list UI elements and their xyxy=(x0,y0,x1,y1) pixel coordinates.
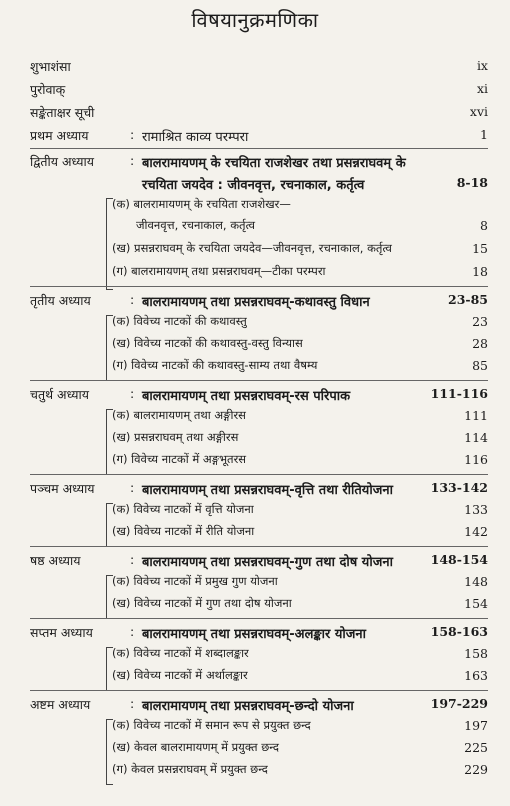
subsection: (क) विवेच्य नाटकों की कथावस्तु 23 xyxy=(112,314,488,329)
subsection: (ख) केवल बालरामायणम् में प्रयुक्त छन्द 225 xyxy=(112,740,488,755)
chapter-title: रामाश्रित काव्य परम्परा xyxy=(142,130,249,145)
chapter-pages: 148-154 xyxy=(430,552,488,567)
entry-label: शुभाशंसा xyxy=(30,59,71,74)
subsection: (ख) विवेच्य नाटकों की कथावस्तु-वस्तु विन्यास 28 xyxy=(112,336,488,351)
entry-label: सङ्केताक्षर सूची xyxy=(30,105,95,120)
subsection: (ख) प्रसन्नराघवम् तथा अङ्गीरस 114 xyxy=(112,430,488,445)
chapter-label: चतुर्थ अध्याय xyxy=(30,387,90,402)
chapter-pages: 111-116 xyxy=(430,386,488,401)
chapter-pages: 197-229 xyxy=(430,696,488,711)
entry-label: पुरोवाक् xyxy=(30,82,66,97)
subsection: (ख) विवेच्य नाटकों में अर्थालङ्कार 163 xyxy=(112,668,488,683)
subsection: (क) बालरामायणम् तथा अङ्गीरस 111 xyxy=(112,408,488,423)
chapter-label: सप्तम अध्याय xyxy=(30,625,93,640)
chapter-label: तृतीय अध्याय xyxy=(30,293,91,308)
divider xyxy=(30,380,488,381)
entry-page: xi xyxy=(476,81,488,96)
chapter-title: बालरामायणम् तथा प्रसन्नराघवम्-छन्दो योजना xyxy=(142,699,354,714)
entry-page: xvi xyxy=(469,104,488,119)
chapter-label: पञ्चम अध्याय xyxy=(30,481,95,496)
subsection: (क) बालरामायणम् के रचयिता राजशेखर— xyxy=(112,197,291,211)
subsection-cont: जीवनवृत्त, रचनाकाल, कर्तृत्व 8 xyxy=(136,218,488,233)
subsection: (क) विवेच्य नाटकों में प्रमुख गुण योजना 148 xyxy=(112,574,488,589)
chapter-label: द्वितीय अध्याय xyxy=(30,154,94,169)
divider xyxy=(30,618,488,619)
subsection: (ग) विवेच्य नाटकों में अङ्गभूतरस 116 xyxy=(112,452,488,467)
divider xyxy=(30,148,488,149)
page-title: विषयानुक्रमणिका xyxy=(191,8,319,32)
chapter-pages: 158-163 xyxy=(430,624,488,639)
chapter-pages: 23-85 xyxy=(448,292,488,307)
chapter-title: बालरामायणम् तथा प्रसन्नराघवम्-अलङ्कार योजना xyxy=(142,627,366,642)
divider xyxy=(30,690,488,691)
chapter-pages: 8-18 xyxy=(456,175,488,190)
subsection: (ग) केवल प्रसन्नराघवम् में प्रयुक्त छन्द 229 xyxy=(112,762,488,777)
subsection: (ग) बालरामायणम् तथा प्रसन्नराघवम्—टीका परम्परा 18 xyxy=(112,264,488,279)
entry-page: ix xyxy=(476,58,488,73)
chapter-title: बालरामायणम् के रचयिता राजशेखर तथा प्रसन्नराघवम् के xyxy=(142,156,406,171)
chapter-pages: 1 xyxy=(480,127,488,142)
subsection: (क) विवेच्य नाटकों में वृत्ति योजना 133 xyxy=(112,502,488,517)
subsection: (क) विवेच्य नाटकों में शब्दालङ्कार 158 xyxy=(112,646,488,661)
chapter-title-cont: रचयिता जयदेव : जीवनवृत्त, रचनाकाल, कर्तृत्व xyxy=(142,178,365,193)
divider xyxy=(30,546,488,547)
subsection: (क) विवेच्य नाटकों में समान रूप से प्रयुक्त छन्द 197 xyxy=(112,718,488,733)
toc-page: विषयानुक्रमणिका शुभाशंसा ix पुरोवाक् xi सङ्केताक्षर सूची xvi प्रथम अध्याय : रामाश्रित काव्य परम्परा 1 द्वितीय अध्याय : बालरामायणम् के रचयिता राजशेखर तथा प्रसन्नराघवम् के रचयिता जयदेव : जीवनवृत्त, रचनाकाल, कर्तृत्व 8-18 (क) बालरामायणम् के रचयिता राजशेखर— जीवनवृत्त, रचनाकाल, कर्तृत्व 8 (ख) प्रसन्नराघवम् के रचयिता जयदेव—जीवनवृत्त, रचनाकाल, कर्तृत्व 15 (ग) बालरामायणम् तथा प्रसन्नराघवम्—टीका परम्परा 18 तृतीय अध्याय : बालरामायणम् तथा प्रसन्नराघवम्-कथावस्तु विधान 23-85 (क) विवेच्य नाटकों की कथावस्तु 23 (ख) विवेच्य नाटकों की कथावस्तु-वस्तु विन्यास 28 (ग) विवेच्य नाटकों की कथावस्तु-साम्य तथा वैषम्य 85 चतुर्थ अध्याय : बालरामायणम् तथा प्रसन्नराघवम्-रस परिपाक 111-116 (क) बालरामायणम् तथा अङ्गीरस 111 (ख) प्रसन्नराघवम् तथा अङ्गीरस 114 (ग) विवेच्य नाटकों में अङ्गभूतरस 116 पञ्चम अध्याय : बालरामायणम् तथा प्रसन्नराघवम्-वृत्ति तथा रीतियोजना 133-142 (क) विवेच्य नाटकों में वृत्ति योजना 133 (ख) विवेच्य नाटकों में रीति योजना 142 षष्ठ अध्याय : बालरामायणम् तथा प्रसन्नराघवम्-गुण तथा दोष योजना 148-154 (क) विवेच्य नाटकों में प्रमुख गुण योजना 148 (ख) विवेच्य नाटकों में गुण तथा दोष योजना 154 सप्तम अध्याय : बालरामायणम् तथा प्रसन्नराघवम्-अलङ्कार योजना 158-163 (क) विवेच्य नाटकों में शब्दालङ्कार 158 (ख) विवेच्य नाटकों में अर्थालङ्कार 163 अष्टम अध्याय : बालरामायणम् तथा प्रसन्नराघवम्-छन्दो योजना 197-229 (क) विवेच्य नाटकों में समान रूप से प्रयुक्त छन्द 197 (ख) केवल बालरामायणम् में प्रयुक्त छन्द 225 (ग) केवल प्रसन्नराघवम् में प्रयुक्त छन्द 229 xyxy=(0,0,510,806)
chapter-title: बालरामायणम् तथा प्रसन्नराघवम्-वृत्ति तथा रीतियोजना xyxy=(142,483,393,498)
chapter-pages: 133-142 xyxy=(430,480,488,495)
chapter-title: बालरामायणम् तथा प्रसन्नराघवम्-कथावस्तु विधान xyxy=(142,295,370,310)
toc-entry-front xyxy=(30,104,488,121)
subsection: (ख) प्रसन्नराघवम् के रचयिता जयदेव—जीवनवृत्त, रचनाकाल, कर्तृत्व 15 xyxy=(112,241,488,256)
divider xyxy=(30,286,488,287)
chapter-label: अष्टम अध्याय xyxy=(30,697,91,712)
chapter-label: षष्ठ अध्याय xyxy=(30,553,81,568)
toc-entry-front xyxy=(30,58,488,75)
chapter-title: बालरामायणम् तथा प्रसन्नराघवम्-रस परिपाक xyxy=(142,389,351,404)
divider xyxy=(30,474,488,475)
subsection: (ग) विवेच्य नाटकों की कथावस्तु-साम्य तथा वैषम्य 85 xyxy=(112,358,488,373)
chapter-title: बालरामायणम् तथा प्रसन्नराघवम्-गुण तथा दोष योजना xyxy=(142,555,393,570)
toc-entry-front xyxy=(30,81,488,98)
subsection: (ख) विवेच्य नाटकों में रीति योजना 142 xyxy=(112,524,488,539)
subsection: (ख) विवेच्य नाटकों में गुण तथा दोष योजना 154 xyxy=(112,596,488,611)
chapter-label: प्रथम अध्याय xyxy=(30,128,89,143)
